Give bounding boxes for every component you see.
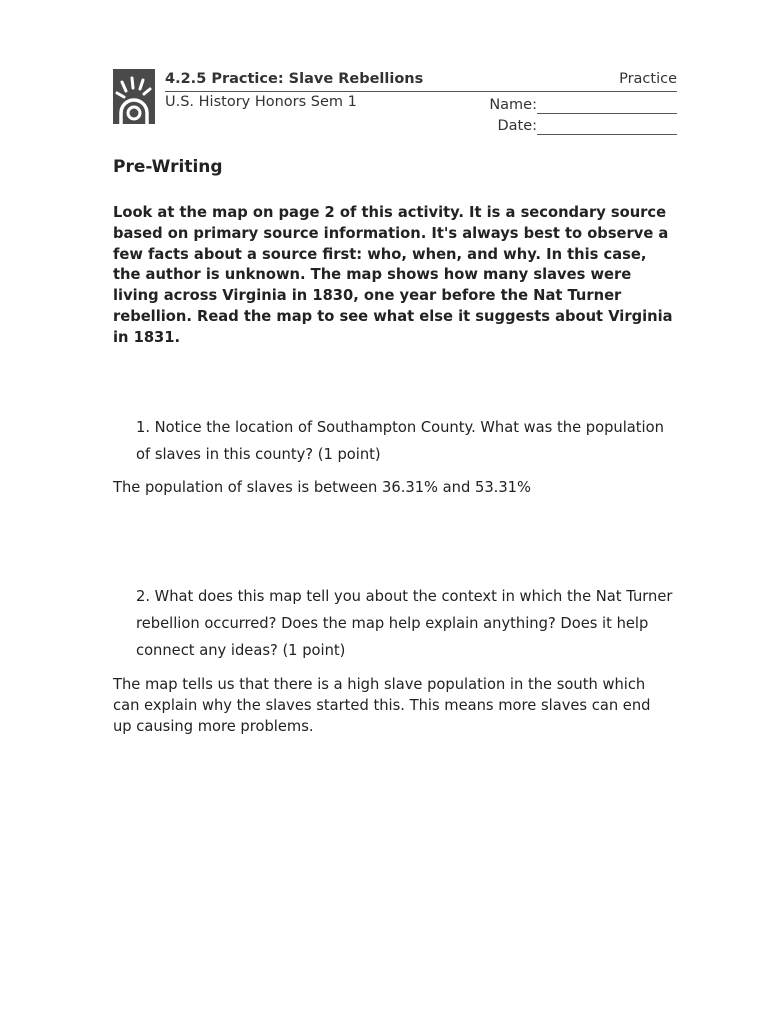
- sunburst-logo-icon: [113, 69, 155, 124]
- name-field-row: [460, 94, 677, 114]
- assignment-type-label: Practice: [619, 71, 677, 87]
- header-divider: [165, 91, 677, 92]
- section-heading: Pre-Writing: [113, 157, 223, 177]
- question-2-prompt: 2. What does this map tell you about the context in which the Nat Turner rebellion occurred? Does the map help explain anything? Does it help connect any ideas? (1 point): [136, 588, 673, 659]
- section-intro: Look at the map on page 2 of this activity. It is a secondary source based on primary source information. It's always best to observe a few facts about a source first: who, when, and why. In this case, the author is unknown. The map shows how many slaves were living across Virginia in 1830, one year before the Nat Turner rebellion. Read the map to see what else it suggests about Virginia in 1831.: [113, 204, 673, 346]
- question-2-answer: The map tells us that there is a high slave population in the south which can explain why the slaves started this. This means more slaves can end up causing more problems.: [113, 676, 651, 735]
- date-field-row: [460, 115, 677, 135]
- course-name: U.S. History Honors Sem 1: [165, 94, 357, 110]
- question-1-answer: The population of slaves is between 36.31% and 53.31%: [113, 479, 531, 496]
- name-label: Name:: [489, 97, 537, 113]
- assignment-title: 4.2.5 Practice: Slave Rebellions: [165, 71, 424, 87]
- question-1-prompt: 1. Notice the location of Southampton County. What was the population of slaves in this county? (1 point): [136, 419, 664, 463]
- name-field-line[interactable]: [537, 113, 677, 114]
- date-field-line[interactable]: [537, 134, 677, 135]
- date-label: Date:: [497, 118, 537, 134]
